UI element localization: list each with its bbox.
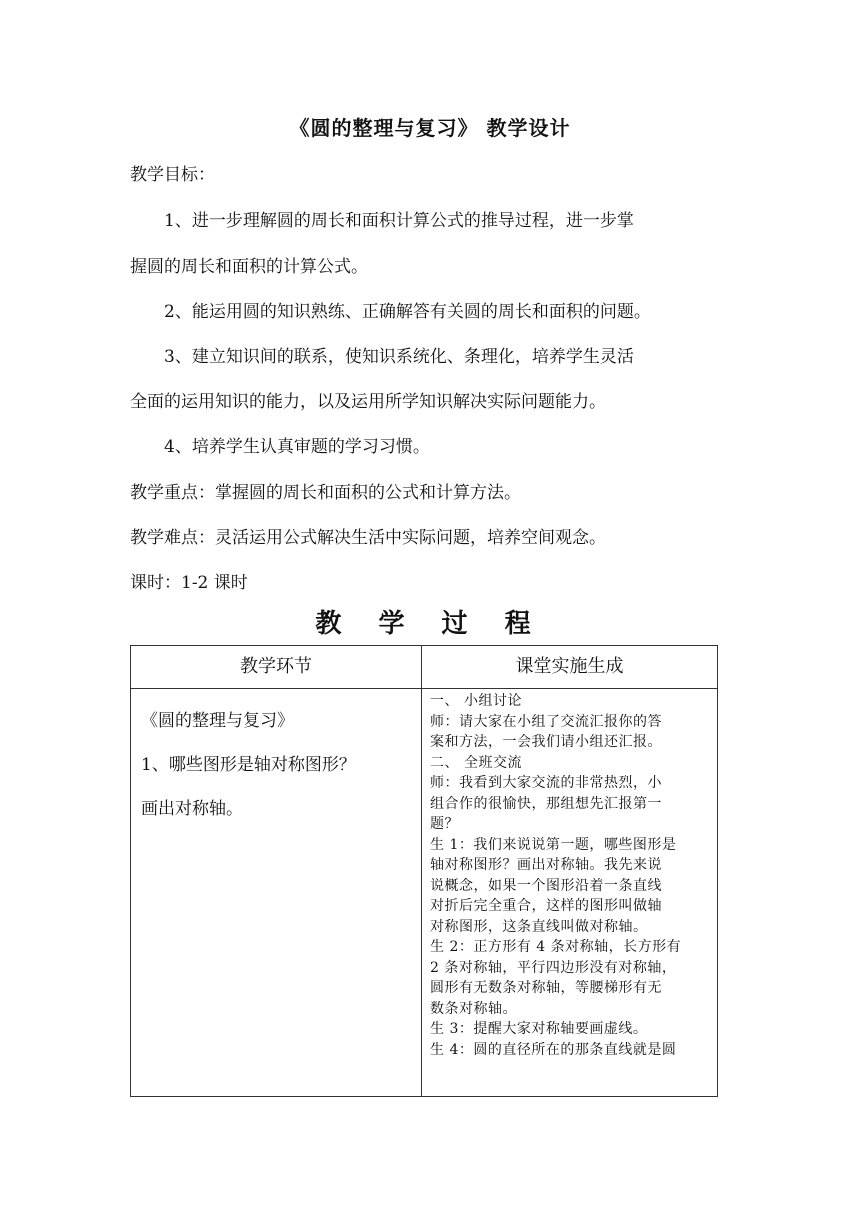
class-hours: 课时：1-2 课时 [130,573,248,593]
teaching-stage-cell [131,689,422,1097]
objectives-label: 教学目标： [130,165,215,185]
implementation-line: 一、 小组讨论 [430,693,522,709]
objective-line: 1、进一步理解圆的周长和面积计算公式的推导过程，进一步掌 [164,211,634,231]
implementation-line: 师：请大家在小组了交流汇报你的答 [430,713,662,730]
implementation-line: 生 3：提醒大家对称轴要画虚线。 [430,1021,648,1037]
objective-line: 握圆的周长和面积的计算公式。 [130,257,368,277]
implementation-line: 圆形有无数条对称轴，等腰梯形有无 [430,980,662,996]
implementation-line: 题？ [430,816,459,832]
objective-line: 4、培养学生认真审题的学习习惯。 [164,437,430,457]
implementation-line: 二、 全班交流 [430,754,522,771]
implementation-line: 师：我看到大家交流的非常热烈，小 [430,775,662,791]
objective-line: 全面的运用知识的能力，以及运用所学知识解决实际问题能力。 [130,392,606,412]
implementation-line: 轴对称图形？画出对称轴。我先来说 [430,857,662,873]
implementation-line: 生 2：正方形有 4 条对称轴，长方形有 [430,939,682,955]
stage-line: 画出对称轴。 [141,799,243,819]
implementation-cell [422,689,718,1097]
header-class-implementation: 课堂实施生成 [422,646,718,689]
teaching-process-table [130,645,718,1097]
implementation-line: 组合作的很愉快，那组想先汇报第一 [430,795,662,812]
implementation-line: 对称图形，这条直线叫做对称轴。 [430,918,648,935]
difficulties: 教学难点：灵活运用公式解决生活中实际问题，培养空间观念。 [130,528,606,548]
implementation-line: 案和方法，一会我们请小组还汇报。 [430,734,662,750]
stage-line: 《圆的整理与复习》 [141,711,294,731]
section-title: 教 学 过 程 [315,609,545,639]
stage-line: 1、哪些图形是轴对称图形？ [141,755,356,775]
implementation-line: 说概念，如果一个图形沿着一条直线 [430,877,662,894]
objective-line: 3、建立知识间的联系，使知识系统化、条理化，培养学生灵活 [164,347,634,367]
implementation-line: 生 4：圆的直径所在的那条直线就是圆 [430,1041,677,1058]
implementation-line: 数条对称轴。 [430,1000,517,1017]
objective-line: 2、能运用圆的知识熟练、正确解答有关圆的周长和面积的问题。 [164,302,651,322]
implementation-line: 2 条对称轴，平行四边形没有对称轴， [430,959,677,976]
implementation-line: 生 1：我们来说说第一题，哪些图形是 [430,836,677,853]
header-teaching-stage: 教学环节 [131,646,422,689]
document-title: 《圆的整理与复习》 教学设计 [289,116,571,140]
implementation-line: 对折后完全重合，这样的图形叫做轴 [430,898,662,914]
key-points: 教学重点：掌握圆的周长和面积的公式和计算方法。 [130,483,521,503]
